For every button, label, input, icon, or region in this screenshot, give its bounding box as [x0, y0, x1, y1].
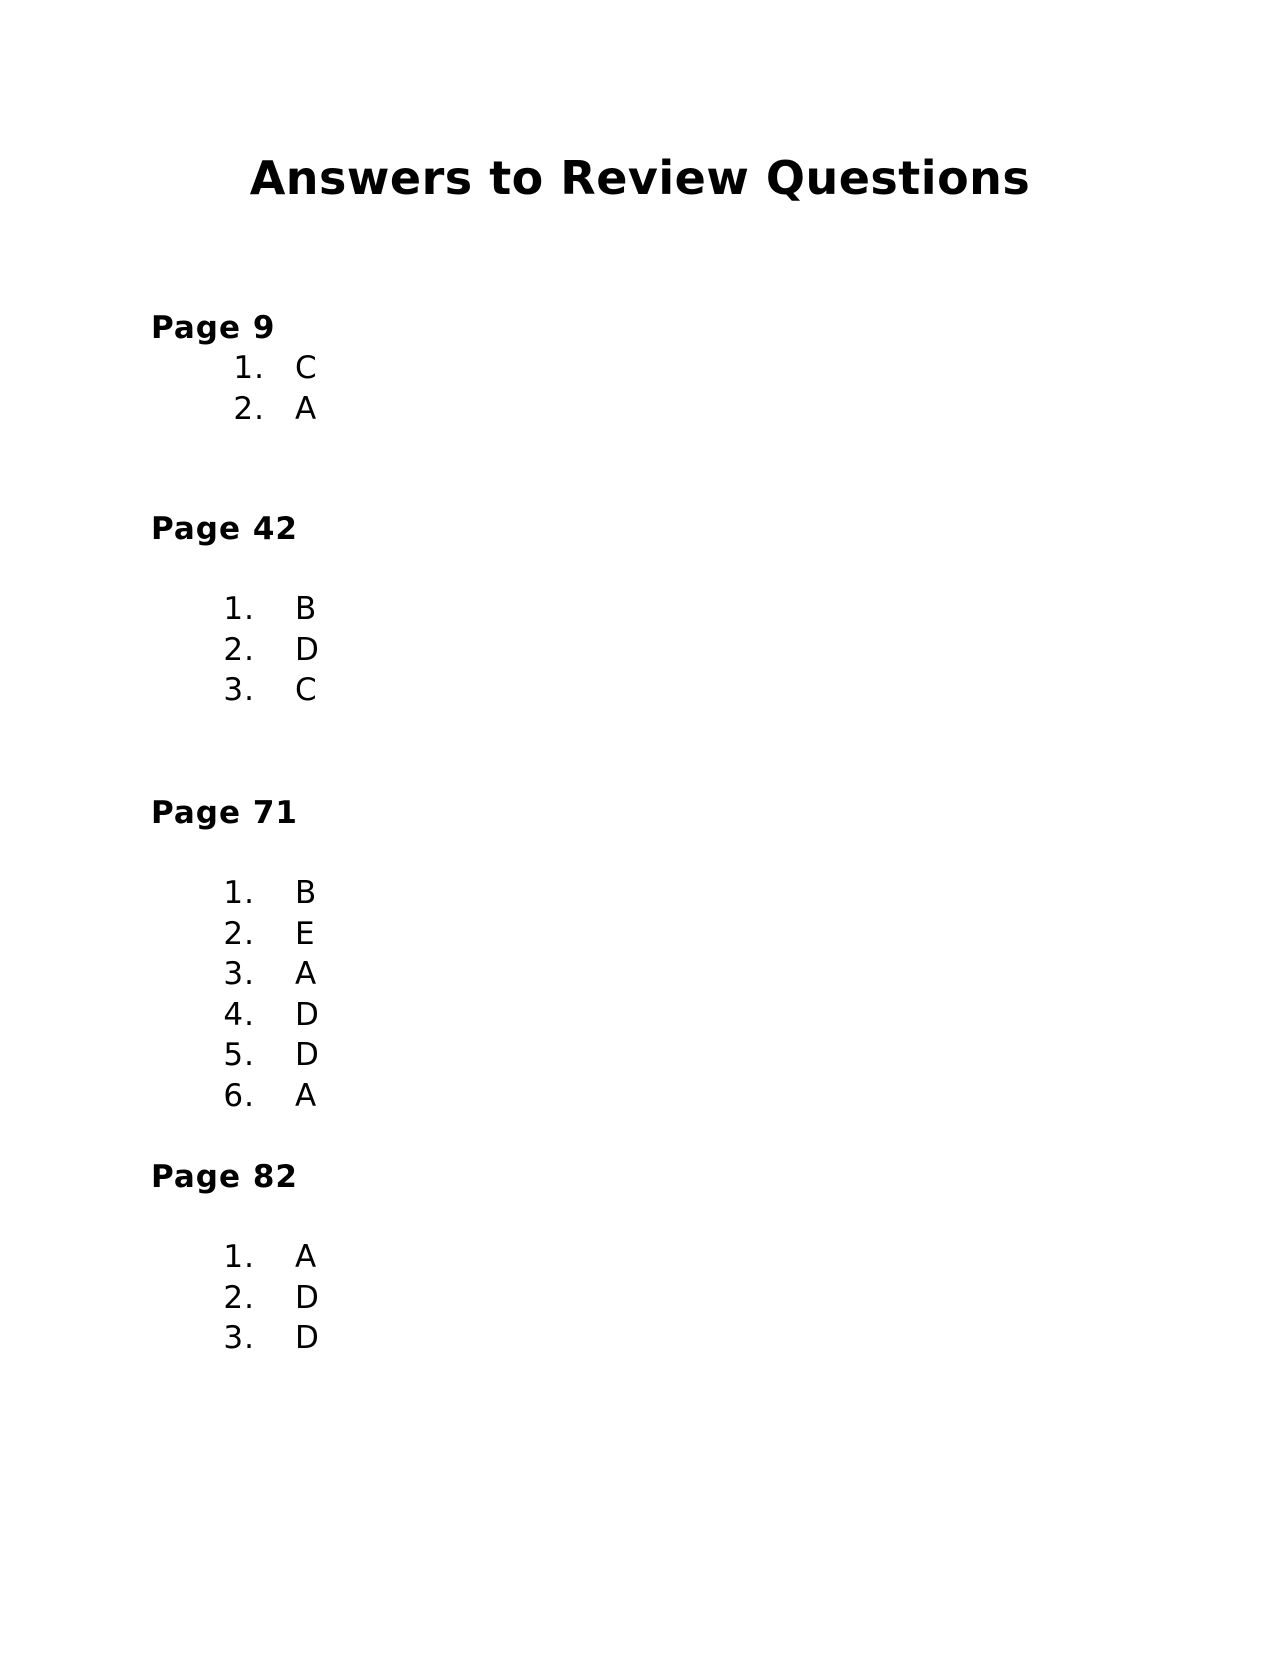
question-number: 1.	[223, 1239, 255, 1275]
answer-item	[151, 914, 319, 955]
answer-list	[151, 589, 319, 711]
answer-item	[151, 1035, 319, 1076]
question-number: 6.	[223, 1077, 255, 1114]
answer-letter: D	[295, 631, 319, 668]
answer-item	[151, 873, 319, 914]
answer-list	[151, 348, 317, 429]
question-number: 5.	[223, 1037, 255, 1073]
answer-item	[151, 1278, 319, 1319]
answer-section-page-9	[151, 308, 317, 429]
question-number: 1.	[223, 875, 255, 911]
answer-item	[151, 1076, 319, 1117]
answer-letter: C	[295, 672, 317, 708]
answer-letter: D	[295, 1037, 319, 1073]
answer-item	[151, 1237, 319, 1278]
answer-list	[151, 873, 319, 1116]
answer-letter: A	[295, 1077, 317, 1114]
answer-letter: A	[295, 1239, 317, 1275]
section-heading: Page 71	[151, 795, 298, 831]
answer-item	[151, 670, 319, 711]
answer-letter: B	[295, 875, 317, 911]
question-number: 3.	[223, 956, 255, 992]
question-number: 2.	[223, 631, 255, 668]
answer-letter: A	[295, 390, 317, 427]
answer-letter: E	[295, 915, 315, 952]
section-heading: Page 82	[151, 1159, 298, 1195]
page-title: Answers to Review Questions	[249, 151, 1031, 205]
answer-letter: D	[295, 1279, 319, 1316]
answer-list	[151, 1237, 319, 1359]
question-number: 2.	[223, 915, 255, 952]
answer-item	[151, 389, 317, 430]
answer-letter: A	[295, 956, 317, 992]
answer-section-page-71	[151, 793, 319, 1116]
answer-item	[151, 589, 319, 630]
question-number: 1.	[233, 350, 265, 386]
question-number: 3.	[223, 1320, 255, 1356]
answer-section-page-42	[151, 509, 319, 711]
question-number: 2.	[223, 1279, 255, 1316]
question-number: 4.	[223, 996, 255, 1033]
question-number: 2.	[233, 390, 265, 427]
answer-letter: B	[295, 591, 317, 627]
section-heading: Page 9	[151, 310, 276, 346]
question-number: 3.	[223, 672, 255, 708]
answer-item	[151, 954, 319, 995]
answer-letter: D	[295, 1320, 319, 1356]
answer-item	[151, 995, 319, 1036]
answer-item	[151, 348, 317, 389]
answer-item	[151, 630, 319, 671]
answer-letter: C	[295, 350, 317, 386]
question-number: 1.	[223, 591, 255, 627]
section-heading: Page 42	[151, 511, 298, 547]
answer-section-page-82	[151, 1157, 319, 1359]
answer-item	[151, 1318, 319, 1359]
answer-letter: D	[295, 996, 319, 1033]
